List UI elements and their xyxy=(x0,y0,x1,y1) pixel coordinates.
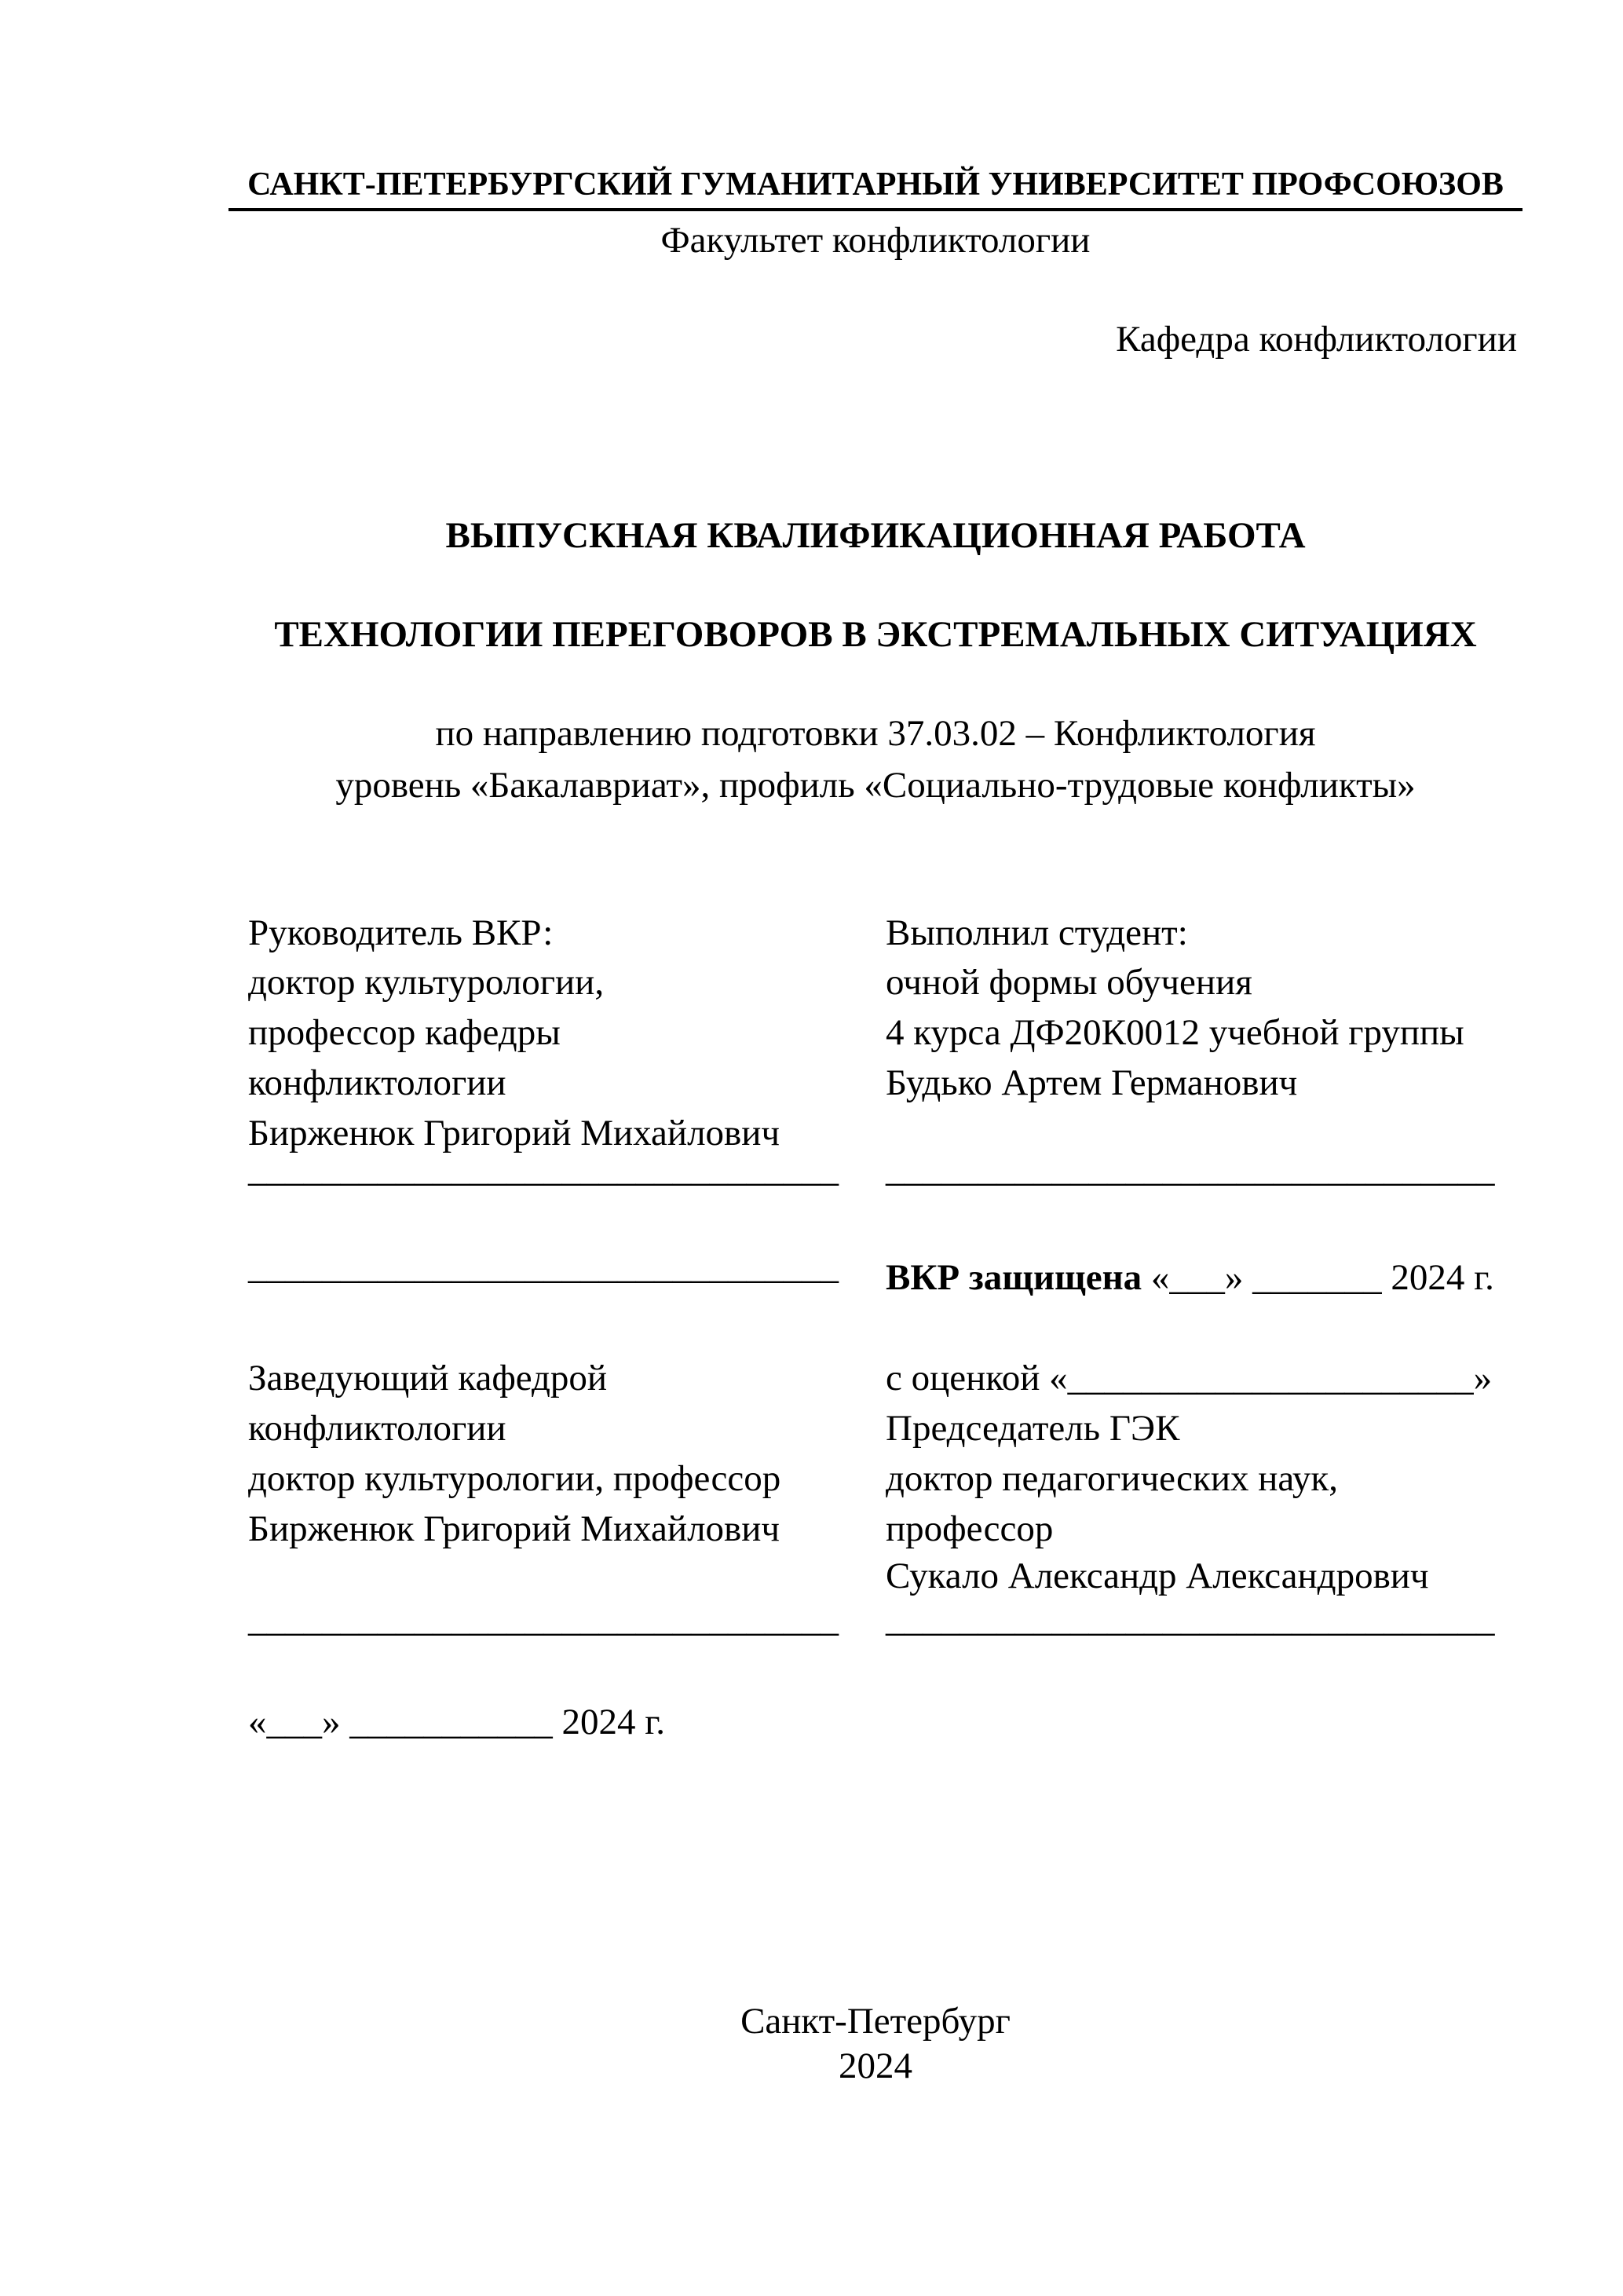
student-line: очной формы обучения xyxy=(886,962,1252,1003)
head-line: доктор культурологии, профессор xyxy=(248,1458,781,1499)
supervisor-line: конфликтологии xyxy=(248,1062,506,1103)
chair-line: доктор педагогических наук, xyxy=(886,1458,1338,1499)
footer-city: Санкт-Петербург xyxy=(740,2001,1011,2042)
supervisor-line: профессор кафедры xyxy=(248,1012,561,1053)
chair-signature-line: _________________________________ xyxy=(886,1599,1495,1640)
head-signature-line: ________________________________ xyxy=(248,1599,839,1640)
student-line: Выполнил студент: xyxy=(886,912,1188,953)
chair-line: Председатель ГЭК xyxy=(886,1408,1180,1449)
head-line: конфликтологии xyxy=(248,1408,506,1449)
grade-line: с оценкой «______________________» xyxy=(886,1358,1493,1398)
supervisor-line: доктор культурологии, xyxy=(248,962,605,1003)
faculty-name: Факультет конфликтологии xyxy=(660,220,1091,261)
study-direction: по направлению подготовки 37.03.02 – Конфликтология xyxy=(435,713,1316,754)
defense-date xyxy=(886,1252,1494,1303)
department-name: Кафедра конфликтологии xyxy=(1116,319,1517,360)
student-line: 4 курса ДФ20К0012 учебной группы xyxy=(886,1012,1464,1053)
student-signature-line: _________________________________ xyxy=(886,1149,1495,1190)
header-rule xyxy=(228,208,1522,211)
supervisor-signature-line-2: ________________________________ xyxy=(248,1246,839,1287)
head-date: «___» ___________ 2024 г. xyxy=(248,1702,665,1742)
supervisor-line: Руководитель ВКР: xyxy=(248,912,554,953)
thesis-topic: ТЕХНОЛОГИИ ПЕРЕГОВОРОВ В ЭКСТРЕМАЛЬНЫХ СИТУАЦИЯХ xyxy=(274,614,1477,655)
work-type: ВЫПУСКНАЯ КВАЛИФИКАЦИОННАЯ РАБОТА xyxy=(445,515,1306,556)
head-line: Заведующий кафедрой xyxy=(248,1358,608,1398)
defense-label: ВКР защищена xyxy=(886,1257,1142,1298)
chair-line: Сукало Александр Александрович xyxy=(886,1556,1429,1596)
defense-date-blank: «___» _______ 2024 г. xyxy=(1142,1257,1494,1298)
footer-year: 2024 xyxy=(839,2046,912,2086)
university-name: САНКТ-ПЕТЕРБУРГСКИЙ ГУМАНИТАРНЫЙ УНИВЕРСИТЕТ ПРОФСОЮЗОВ xyxy=(247,166,1504,203)
head-line: Бирженюк Григорий Михайлович xyxy=(248,1508,780,1549)
student-line: Будько Артем Германович xyxy=(886,1062,1298,1103)
supervisor-line: Бирженюк Григорий Михайлович xyxy=(248,1113,780,1153)
chair-line: профессор xyxy=(886,1508,1054,1549)
study-level: уровень «Бакалавриат», профиль «Социально-трудовые конфликты» xyxy=(335,765,1416,806)
supervisor-signature-line: ________________________________ xyxy=(248,1149,839,1190)
